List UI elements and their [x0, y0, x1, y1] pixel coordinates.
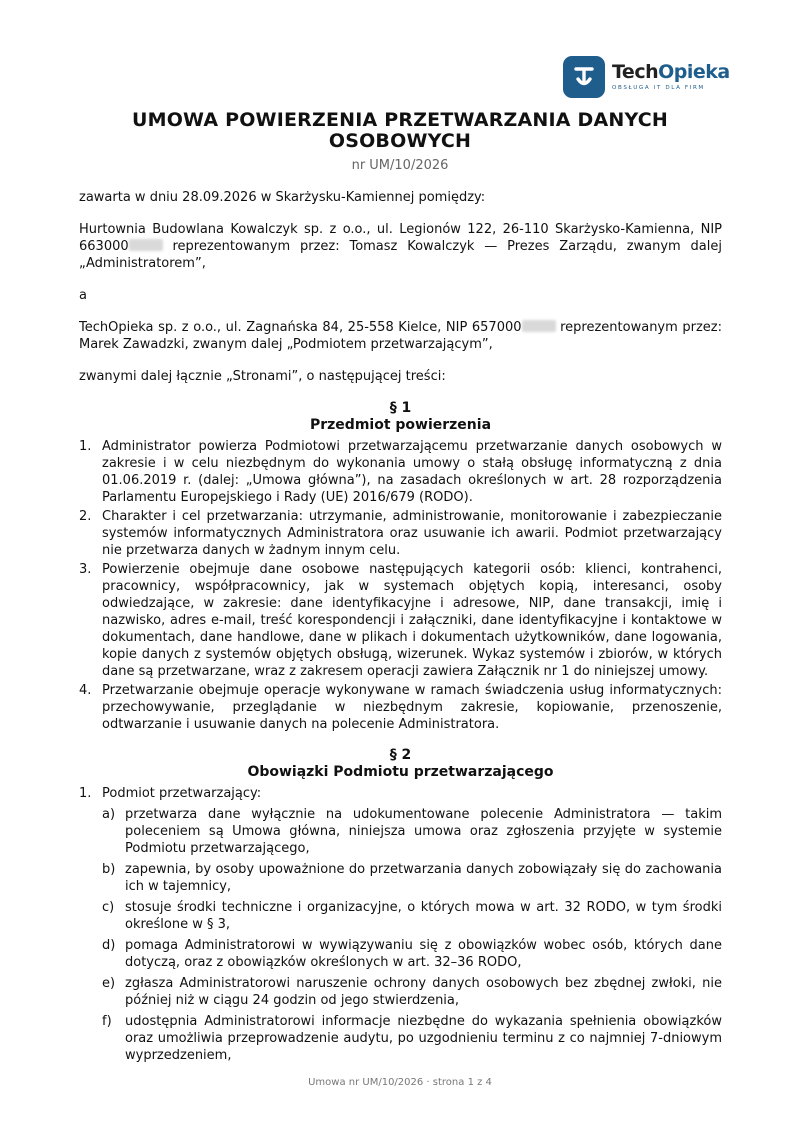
concluded-line: zawarta w dniu 28.09.2026 w Skarżysku-Kamiennej pomiędzy: — [79, 190, 486, 205]
section2-list — [79, 785, 722, 1064]
sublist-item: c) stosuje środki techniczne i organizacyjne, o których mowa w art. 32 RODO, w tym środki określone w § 3, — [102, 900, 722, 932]
logo-tagline: OBSŁUGA IT DLA FIRM — [612, 84, 705, 91]
list-item: 4. Przetwarzanie obejmuje operacje wykonywane w ramach świadczenia usług informatycznych: przechowywanie, przeglądanie w niezbędnym zakresie, kopiowanie, przenoszenie, odtwarzanie i usuwanie danych na polecenie Administratora. — [79, 683, 722, 732]
redacted-nip — [522, 320, 556, 332]
document-title: UMOWA POWIERZENIA PRZETWARZANIA DANYCH OSOBOWYCH — [131, 109, 669, 152]
page-footer: Umowa nr UM/10/2026 · strona 1 z 4 — [308, 1077, 492, 1088]
company-logo — [563, 56, 730, 98]
sublist-item: d) pomaga Administratorowi w wywiązywaniu się z obowiązków wobec osób, których dane dotyczą, oraz z obowiązków określonych w art. 32–36 RODO, — [102, 938, 722, 970]
party-administrator: Hurtownia Budowlana Kowalczyk sp. z o.o., ul. Legionów 122, 26-110 Skarżysko-Kamienna, NIP 663000 reprezentowanym przez: Tomasz Kowalczyk — Prezes Zarządu, zwanym dalej „Administratorem”, — [79, 222, 722, 271]
document-body — [79, 189, 722, 1068]
list-item: 1. Podmiot przetwarzający: a) przetwarza dane wyłącznie na udokumentowane polecenie Administratora — takim poleceniem są Umowa główna, niniejsza umowa oraz zgłoszenia przyjęte w systemie Podmiotu przetwarzającego, b) zapewnia, by osoby upoważnione do przetwarzania danych zobowiązały się do zachowania ich w tajemnicy, c) stosuje środki techniczne i organizacyjne, o których mowa w art. 32 RODO, w tym środki określone w § 3, d) pomaga Administratorowi w wywiązywaniu się z obowiązków wobec osób, których dane dotyczą, oraz z obowiązków określonych w art. 32–36 RODO, e) zgłasza Administratorowi naruszenie ochrony danych osobowych bez zbędnej zwłoki, nie później niż w ciągu 24 godzin od jego stwierdzenia, f) udostępnia Administratorowi informacje niezbędne do wykazania spełnienia obowiązków oraz umożliwia przeprowadzenie audytu, po uzgodnieniu terminu z co najmniej 7-dniowym wyprzedzeniem, — [79, 786, 722, 1063]
party-processor: TechOpieka sp. z o.o., ul. Zagnańska 84, 25-558 Kielce, NIP 657000 reprezentowanym przez: Marek Zawadzki, zwanym dalej „Podmiotem przetwarzającym”, — [79, 320, 722, 352]
redacted-nip — [129, 239, 163, 251]
logo-mark-icon — [563, 56, 605, 98]
sublist — [102, 806, 722, 1064]
logo-name: TechOpieka — [612, 60, 730, 83]
sublist-item: e) zgłasza Administratorowi naruszenie ochrony danych osobowych bez zbędnej zwłoki, nie później niż w ciągu 24 godzin od jego stwierdzenia, — [102, 976, 722, 1008]
section1-list — [79, 438, 722, 733]
section-number: § 2 — [389, 747, 412, 763]
section-title: Obowiązki Podmiotu przetwarzającego — [247, 764, 554, 780]
sublist-item: a) przetwarza dane wyłącznie na udokumentowane polecenie Administratora — takim poleceniem są Umowa główna, niniejsza umowa oraz zgłoszenia przyjęte w systemie Podmiotu przetwarzającego, — [102, 807, 722, 856]
conjunction-and: a — [79, 288, 87, 303]
list-item: 1. Administrator powierza Podmiotowi przetwarzającemu przetwarzanie danych osobowych w zakresie i w celu niezbędnym do wykonania umowy o stałą obsługę informatyczną z dnia 01.06.2019 r. (dalej: „Umowa główna”), na zasadach określonych w art. 28 rozporządzenia Parlamentu Europejskiego i Rady (UE) 2016/679 (RODO). — [79, 439, 722, 505]
list-item: 3. Powierzenie obejmuje dane osobowe następujących kategorii osób: klienci, kontrahenci, pracownicy, współpracownicy, jak w systemach objętych kopią, interesanci, osoby odwiedzające, w zakresie: dane identyfikacyjne i adresowe, NIP, dane transakcji, imię i nazwisko, adres e-mail, treść korespondencji i załączniki, dane identyfikacyjne i kontaktowe w dokumentach, dane handlowe, dane w plikach i dokumentach użytkowników, dane logowania, kopie danych z systemów objętych obsługą, wizerunek. Wykaz systemów i zbiorów, w których dane są przetwarzane, wraz z zakresem operacji zawiera Załącznik nr 1 do niniejszej umowy. — [79, 562, 722, 679]
sublist-item: b) zapewnia, by osoby upoważnione do przetwarzania danych zobowiązały się do zachowania ich w tajemnicy, — [102, 862, 722, 894]
section-number: § 1 — [389, 400, 412, 416]
parties-line: zwanymi dalej łącznie „Stronami”, o następującej treści: — [79, 369, 446, 384]
section-title: Przedmiot powierzenia — [309, 417, 492, 433]
document-number: nr UM/10/2026 — [351, 158, 449, 173]
list-item: 2. Charakter i cel przetwarzania: utrzymanie, administrowanie, monitorowanie i zabezpieczanie systemów informatycznych Administratora oraz usuwanie ich awarii. Podmiot przetwarzający nie przetwarza danych w żadnym innym celu. — [79, 509, 722, 558]
sublist-item: f) udostępnia Administratorowi informacje niezbędne do wykazania spełnienia obowiązków oraz umożliwia przeprowadzenie audytu, po uzgodnieniu terminu z co najmniej 7-dniowym wyprzedzeniem, — [102, 1014, 722, 1063]
